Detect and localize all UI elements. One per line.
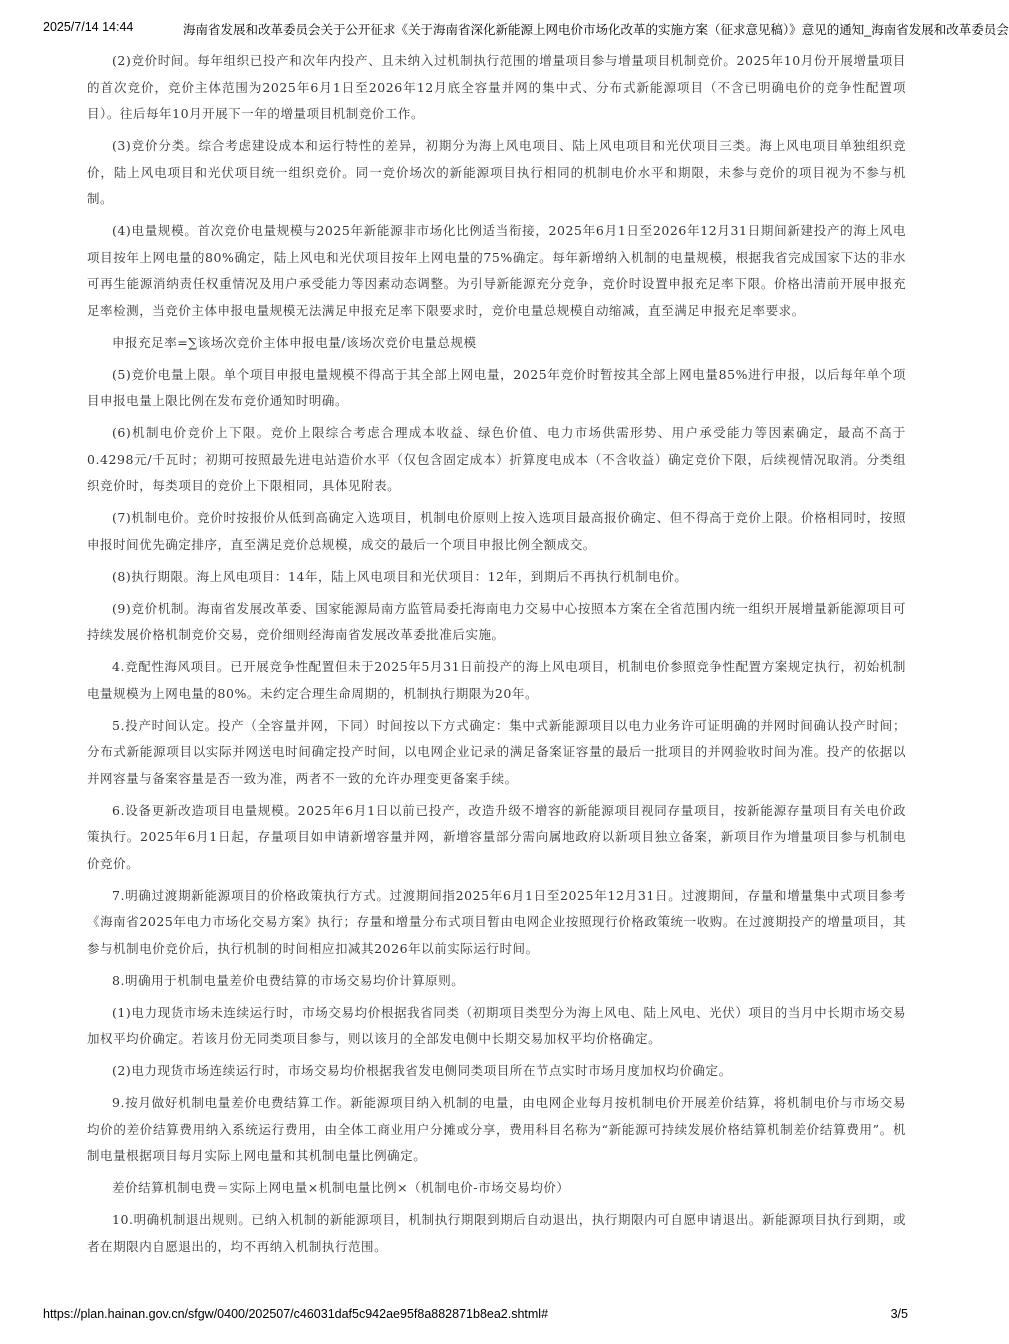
page-title: 海南省发展和改革委员会关于公开征求《关于海南省深化新能源上网电价市场化改革的实施方案（征求意见稿）》意见的通知_海南省发展和改革委员会 — [183, 23, 1009, 37]
paragraph: (2)竞价时间。每年组织已投产和次年内投产、且未纳入过机制执行范围的增量项目参与增量项目机制竞价。2025年10月份开展增量项目的首次竞价，竞价主体范围为2025年6月1日至2026年12月底全容量并网的集中式、分布式新能源项目（不含已明确电价的竞争性配置项目）。往后每年10月开展下一年的增量项目机制竞价工作。 — [87, 53, 906, 121]
paragraph: 6.设备更新改造项目电量规模。2025年6月1日以前已投产，改造升级不增容的新能源项目视同存量项目，按新能源存量项目有关电价政策执行。2025年6月1日起，存量项目如申请新增容量并网，新增容量部分需向属地政府以新项目独立备案，新项目作为增量项目参与机制电价竞价。 — [87, 802, 906, 871]
paragraph: (5)竞价电量上限。单个项目申报电量规模不得高于其全部上网电量，2025年竞价时暂按其全部上网电量85%进行申报，以后每年单个项目申报电量上限比例在发布竞价通知时明确。 — [87, 366, 906, 408]
paragraph: (3)竞价分类。综合考虑建设成本和运行特性的差异，初期分为海上风电项目、陆上风电项目和光伏项目三类。海上风电项目单独组织竞价，陆上风电项目和光伏项目统一组织竞价。同一竞价场次的新能源项目执行相同的机制电价水平和期限，未参与竞价的项目视为不参与机制。 — [87, 138, 906, 206]
paragraph: (2)电力现货市场连续运行时，市场交易均价根据我省发电侧同类项目所在节点实时市场月度加权均价确定。 — [112, 1063, 732, 1078]
paragraph: (1)电力现货市场未连续运行时，市场交易均价根据我省同类（初期项目类型分为海上风电、陆上风电、光伏）项目的当月中长期市场交易加权平均价确定。若该月份无同类项目参与，则以该月的全部发电侧中长期交易加权平均价格确定。 — [87, 1004, 906, 1046]
paragraph: 5.投产时间认定。投产（全容量并网，下同）时间按以下方式确定：集中式新能源项目以电力业务许可证明确的并网时间确认投产时间；分布式新能源项目以实际并网送电时间确定投产时间，以电网企业记录的满足备案证容量的最后一批项目的并网验收时间为准。投产的依据以并网容量与备案容量是否一致为准，两者不一致的允许办理变更备案手续。 — [87, 717, 906, 786]
paragraph: (4)电量规模。首次竞价电量规模与2025年新能源非市场化比例适当衔接，2025年6月1日至2026年12月31日期间新建投产的海上风电项目按年上网电量的80%确定，陆上风电和光伏项目按年上网电量的75%确定。每年新增纳入机制的电量规模，根据我省完成国家下达的非水可再生能源消纳责任权重情况及用户承受能力等因素动态调整。为引导新能源充分竞争，竞价时设置申报充足率下限。价格出清前开展申报充足率检测，当竞价主体申报电量规模无法满足申报充足率下限要求时，竞价电量总规模自动缩减，直至满足申报充足率要求。 — [87, 223, 906, 318]
formula-paragraph: 差价结算机制电费＝实际上网电量×机制电量比例×（机制电价-市场交易均价） — [112, 1180, 570, 1195]
paragraph: 8.明确用于机制电量差价电费结算的市场交易均价计算原则。 — [112, 972, 465, 988]
article-body — [87, 48, 906, 1260]
paragraph: 4.竞配性海风项目。已开展竞争性配置但未于2025年5月31日前投产的海上风电项目，机制电价参照竞争性配置方案规定执行，初始机制电量规模为上网电量的80%。未约定合理生命周期的，机制执行期限为20年。 — [87, 659, 906, 701]
page-url: https://plan.hainan.gov.cn/sfgw/0400/202507/c46031daf5c942ae95f8a882871b8ea2.shtml# — [43, 1307, 549, 1321]
page-number: 3/5 — [890, 1307, 908, 1321]
formula-paragraph: 申报充足率=∑该场次竞价主体申报电量/该场次竞价电量总规模 — [112, 334, 477, 350]
print-datetime: 2025/7/14 14:44 — [43, 20, 134, 34]
paragraph: (6)机制电价竞价上下限。竞价上限综合考虑合理成本收益、绿色价值、电力市场供需形势、用户承受能力等因素确定，最高不高于0.4298元/千瓦时；初期可按照最先进电站造价水平（仅包含固定成本）折算度电成本（不含收益）确定竞价下限，后续视情况取消。分类组织竞价时，每类项目的竞价上下限相同，具体见附表。 — [87, 425, 906, 493]
paragraph: 10.明确机制退出规则。已纳入机制的新能源项目，机制执行期限到期后自动退出，执行期限内可自愿申请退出。新能源项目执行到期，或者在期限内自愿退出的，均不再纳入机制执行范围。 — [87, 1212, 906, 1254]
paragraph: (7)机制电价。竞价时按报价从低到高确定入选项目，机制电价原则上按入选项目最高报价确定、但不得高于竞价上限。价格相同时，按照申报时间优先确定排序，直至满足竞价总规模，成交的最后一个项目申报比例全额成交。 — [87, 510, 906, 552]
paragraph: (8)执行期限。海上风电项目：14年，陆上风电项目和光伏项目：12年，到期后不再执行机制电价。 — [112, 568, 688, 584]
paragraph: 7.明确过渡期新能源项目的价格政策执行方式。过渡期间指2025年6月1日至2025年12月31日。过渡期间，存量和增量集中式项目参考《海南省2025年电力市场化交易方案》执行；存量和增量分布式项目暂由电网企业按照现行价格政策统一收购。在过渡期投产的增量项目，其参与机制电价竞价后，执行机制的时间相应扣减其2026年以前实际运行时间。 — [87, 887, 906, 956]
paragraph: (9)竞价机制。海南省发展改革委、国家能源局南方监管局委托海南电力交易中心按照本方案在全省范围内统一组织开展增量新能源项目可持续发展价格机制竞价交易，竞价细则经海南省发展改革委批准后实施。 — [87, 600, 906, 642]
paragraph: 9.按月做好机制电量差价电费结算工作。新能源项目纳入机制的电量，由电网企业每月按机制电价开展差价结算，将机制电价与市场交易均价的差价结算费用纳入系统运行费用，由全体工商业用户分摊或分享，费用科目名称为“新能源可持续发展价格结算机制差价结算费用”。机制电量根据项目每月实际上网电量和其机制电量比例确定。 — [87, 1095, 906, 1163]
